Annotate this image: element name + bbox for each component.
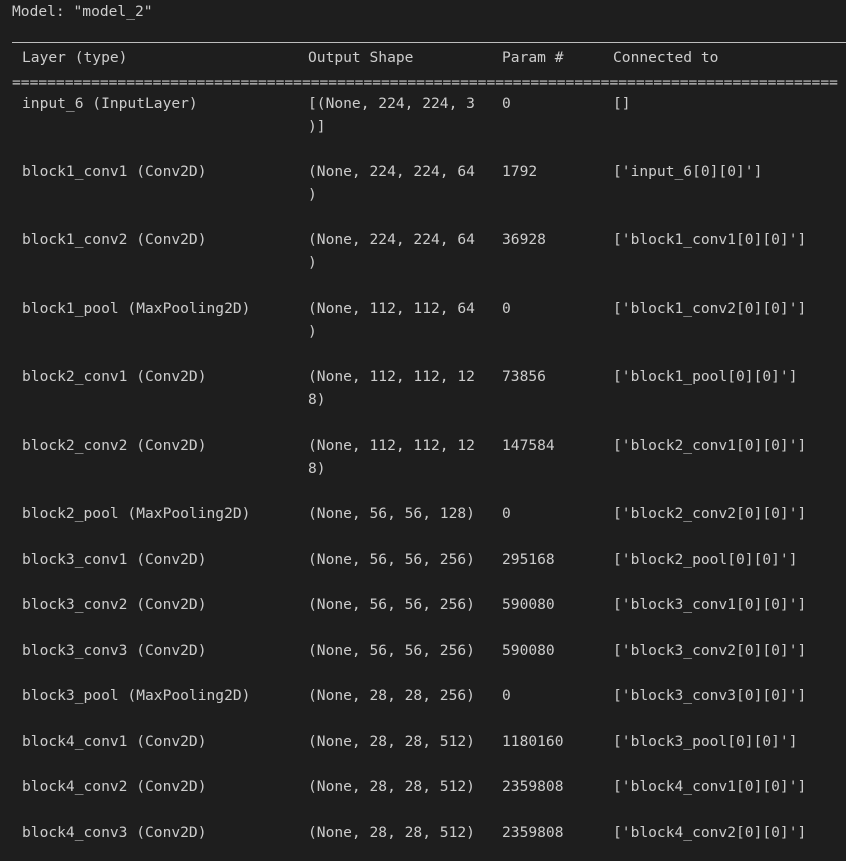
layer-name-cell: block4_conv3 (Conv2D) [22, 824, 207, 841]
table-row [0, 639, 846, 685]
param-count-cell: 590080 [502, 596, 555, 613]
param-count-cell: 0 [502, 300, 511, 317]
output-shape-cell: (None, 112, 112, 12 8) [308, 368, 475, 408]
connected-to-cell: ['block1_pool[0][0]'] [613, 368, 798, 385]
param-count-cell: 1792 [502, 163, 538, 180]
connected-to-cell: ['block2_pool[0][0]'] [613, 551, 798, 568]
output-shape-cell: (None, 28, 28, 512) [308, 778, 475, 795]
top-divider [12, 42, 846, 43]
table-row [0, 502, 846, 548]
connected-to-cell: [] [613, 95, 631, 112]
connected-to-cell: ['block3_pool[0][0]'] [613, 733, 798, 750]
output-shape-cell: [(None, 224, 224, 3 )] [308, 95, 475, 135]
layer-name-cell: block3_conv2 (Conv2D) [22, 596, 207, 613]
layer-name-cell: block4_conv2 (Conv2D) [22, 778, 207, 795]
connected-to-cell: ['block4_conv2[0][0]'] [613, 824, 807, 841]
param-count-cell: 0 [502, 687, 511, 704]
table-row [0, 593, 846, 639]
layer-name-cell: block3_conv1 (Conv2D) [22, 551, 207, 568]
layer-name-cell: block2_conv1 (Conv2D) [22, 368, 207, 385]
table-row [0, 434, 846, 480]
connected-to-cell: ['block1_conv2[0][0]'] [613, 300, 807, 317]
connected-to-cell: ['block2_conv1[0][0]'] [613, 437, 807, 454]
layer-name-cell: block1_pool (MaxPooling2D) [22, 300, 251, 317]
output-shape-cell: (None, 112, 112, 64 ) [308, 300, 475, 340]
layer-name-cell: block1_conv1 (Conv2D) [22, 163, 207, 180]
table-row [0, 730, 846, 776]
layer-name-cell: block2_conv2 (Conv2D) [22, 437, 207, 454]
connected-to-cell: ['block3_conv3[0][0]'] [613, 687, 807, 704]
param-count-cell: 36928 [502, 231, 546, 248]
output-shape-cell: (None, 112, 112, 12 8) [308, 437, 475, 477]
header-connected-to: Connected to [613, 49, 719, 66]
param-count-cell: 0 [502, 505, 511, 522]
output-shape-cell: (None, 28, 28, 256) [308, 687, 475, 704]
layer-name-cell: block3_pool (MaxPooling2D) [22, 687, 251, 704]
param-count-cell: 2359808 [502, 778, 564, 795]
layer-name-cell: input_6 (InputLayer) [22, 95, 198, 112]
output-shape-cell: (None, 56, 56, 256) [308, 642, 475, 659]
table-row [0, 297, 846, 343]
table-row [0, 160, 846, 206]
output-shape-cell: (None, 56, 56, 128) [308, 505, 475, 522]
model-title: Model: "model_2" [12, 3, 153, 20]
output-shape-cell: (None, 28, 28, 512) [308, 824, 475, 841]
param-count-cell: 590080 [502, 642, 555, 659]
table-row [0, 228, 846, 274]
header-layer-type: Layer (type) [22, 49, 128, 66]
connected-to-cell: ['block1_conv1[0][0]'] [613, 231, 807, 248]
output-shape-cell: (None, 224, 224, 64 ) [308, 163, 475, 203]
table-row [0, 821, 846, 861]
output-shape-cell: (None, 28, 28, 512) [308, 733, 475, 750]
connected-to-cell: ['block2_conv2[0][0]'] [613, 505, 807, 522]
table-row [0, 365, 846, 411]
layer-name-cell: block2_pool (MaxPooling2D) [22, 505, 251, 522]
param-count-cell: 73856 [502, 368, 546, 385]
connected-to-cell: ['input_6[0][0]'] [613, 163, 763, 180]
table-row [0, 684, 846, 730]
connected-to-cell: ['block3_conv1[0][0]'] [613, 596, 807, 613]
double-divider: ============================================================================================== [12, 74, 838, 91]
header-output-shape: Output Shape [308, 49, 414, 66]
table-header [0, 47, 846, 69]
output-shape-cell: (None, 56, 56, 256) [308, 551, 475, 568]
layer-name-cell: block3_conv3 (Conv2D) [22, 642, 207, 659]
param-count-cell: 1180160 [502, 733, 564, 750]
param-count-cell: 295168 [502, 551, 555, 568]
table-row [0, 548, 846, 594]
param-count-cell: 2359808 [502, 824, 564, 841]
connected-to-cell: ['block4_conv1[0][0]'] [613, 778, 807, 795]
layer-name-cell: block4_conv1 (Conv2D) [22, 733, 207, 750]
table-row [0, 92, 846, 138]
header-param-count: Param # [502, 49, 564, 66]
param-count-cell: 0 [502, 95, 511, 112]
connected-to-cell: ['block3_conv2[0][0]'] [613, 642, 807, 659]
table-row [0, 775, 846, 821]
output-shape-cell: (None, 56, 56, 256) [308, 596, 475, 613]
param-count-cell: 147584 [502, 437, 555, 454]
layer-name-cell: block1_conv2 (Conv2D) [22, 231, 207, 248]
output-shape-cell: (None, 224, 224, 64 ) [308, 231, 475, 271]
